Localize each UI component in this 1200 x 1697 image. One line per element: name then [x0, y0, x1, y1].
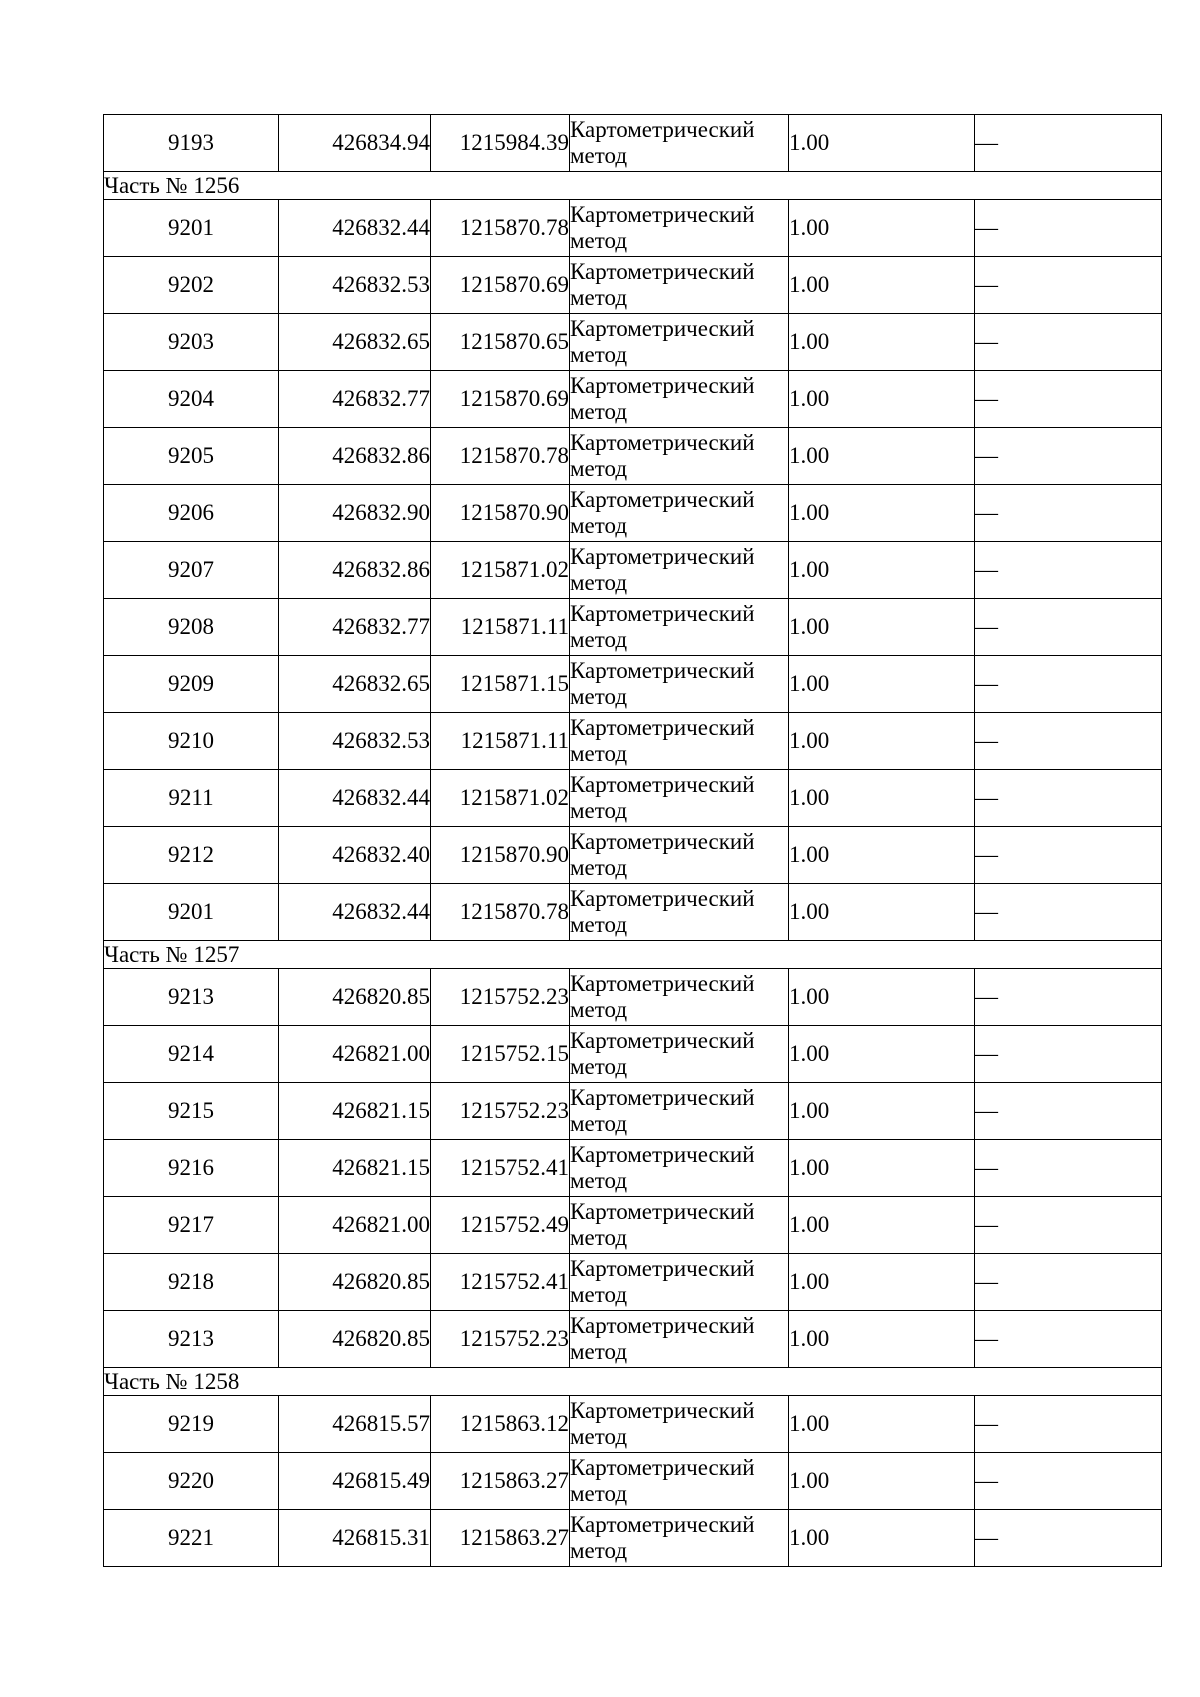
description-cell	[975, 257, 1162, 314]
method-line-2: метод	[570, 1225, 628, 1250]
x-coordinate-cell: 426832.77	[279, 599, 431, 656]
method-line-2: метод	[570, 627, 628, 652]
accuracy-cell: 1.00	[789, 1311, 975, 1368]
y-coordinate-cell: 1215863.27	[431, 1510, 570, 1567]
accuracy-cell: 1.00	[789, 257, 975, 314]
point-number-cell: 9213	[104, 1311, 279, 1368]
accuracy-cell: 1.00	[789, 969, 975, 1026]
method-line-2: метод	[570, 1054, 628, 1079]
method-line-2: метод	[570, 1168, 628, 1193]
method-line-2: метод	[570, 513, 628, 538]
method-line-1: Картометрический	[570, 772, 755, 797]
method-cell	[570, 1197, 789, 1254]
x-coordinate-cell: 426832.90	[279, 485, 431, 542]
description-cell	[975, 1453, 1162, 1510]
method-cell	[570, 115, 789, 172]
method-cell	[570, 314, 789, 371]
table-row	[104, 656, 1162, 713]
point-number-cell: 9212	[104, 827, 279, 884]
description-cell	[975, 314, 1162, 371]
section-label: Часть № 1258	[104, 1368, 1162, 1396]
point-number-cell: 9204	[104, 371, 279, 428]
method-line-1: Картометрический	[570, 1085, 755, 1110]
method-line-1: Картометрический	[570, 658, 755, 683]
method-line-1: Картометрический	[570, 430, 755, 455]
method-line-1: Картометрический	[570, 1455, 755, 1480]
accuracy-cell: 1.00	[789, 656, 975, 713]
y-coordinate-cell: 1215752.41	[431, 1140, 570, 1197]
accuracy-cell: 1.00	[789, 200, 975, 257]
table-row	[104, 1453, 1162, 1510]
method-line-1: Картометрический	[570, 886, 755, 911]
method-line-1: Картометрический	[570, 316, 755, 341]
description-dash: —	[975, 671, 998, 696]
accuracy-cell: 1.00	[789, 485, 975, 542]
y-coordinate-cell: 1215870.90	[431, 485, 570, 542]
table-row	[104, 1083, 1162, 1140]
description-dash: —	[975, 614, 998, 639]
x-coordinate-cell: 426832.86	[279, 542, 431, 599]
point-number-cell: 9205	[104, 428, 279, 485]
method-line-2: метод	[570, 456, 628, 481]
method-line-1: Картометрический	[570, 487, 755, 512]
description-cell	[975, 656, 1162, 713]
method-line-2: метод	[570, 285, 628, 310]
description-cell	[975, 599, 1162, 656]
x-coordinate-cell: 426815.57	[279, 1396, 431, 1453]
method-cell	[570, 969, 789, 1026]
table-row	[104, 542, 1162, 599]
x-coordinate-cell: 426821.00	[279, 1026, 431, 1083]
method-line-1: Картометрический	[570, 373, 755, 398]
x-coordinate-cell: 426832.65	[279, 314, 431, 371]
description-dash: —	[975, 1212, 998, 1237]
x-coordinate-cell: 426832.44	[279, 200, 431, 257]
point-number-cell: 9217	[104, 1197, 279, 1254]
point-number-cell: 9193	[104, 115, 279, 172]
point-number-cell: 9220	[104, 1453, 279, 1510]
method-line-2: метод	[570, 1111, 628, 1136]
description-dash: —	[975, 728, 998, 753]
y-coordinate-cell: 1215870.69	[431, 371, 570, 428]
table-row	[104, 314, 1162, 371]
y-coordinate-cell: 1215752.23	[431, 969, 570, 1026]
method-line-2: метод	[570, 570, 628, 595]
section-header-row	[104, 1368, 1162, 1396]
point-number-cell: 9206	[104, 485, 279, 542]
method-line-1: Картометрический	[570, 1313, 755, 1338]
method-line-1: Картометрический	[570, 544, 755, 569]
y-coordinate-cell: 1215871.11	[431, 599, 570, 656]
accuracy-cell: 1.00	[789, 770, 975, 827]
y-coordinate-cell: 1215752.15	[431, 1026, 570, 1083]
x-coordinate-cell: 426821.15	[279, 1083, 431, 1140]
coordinates-table-body	[104, 115, 1162, 1567]
accuracy-cell: 1.00	[789, 1254, 975, 1311]
description-dash: —	[975, 842, 998, 867]
point-number-cell: 9203	[104, 314, 279, 371]
table-row	[104, 827, 1162, 884]
description-cell	[975, 371, 1162, 428]
description-dash: —	[975, 1041, 998, 1066]
description-cell	[975, 1197, 1162, 1254]
table-row	[104, 1254, 1162, 1311]
x-coordinate-cell: 426834.94	[279, 115, 431, 172]
y-coordinate-cell: 1215871.11	[431, 713, 570, 770]
y-coordinate-cell: 1215871.02	[431, 770, 570, 827]
point-number-cell: 9216	[104, 1140, 279, 1197]
accuracy-cell: 1.00	[789, 1510, 975, 1567]
table-row	[104, 428, 1162, 485]
method-line-2: метод	[570, 1481, 628, 1506]
section-header-row	[104, 172, 1162, 200]
description-dash: —	[975, 443, 998, 468]
y-coordinate-cell: 1215752.49	[431, 1197, 570, 1254]
method-line-1: Картометрический	[570, 117, 755, 142]
description-cell	[975, 428, 1162, 485]
x-coordinate-cell: 426832.77	[279, 371, 431, 428]
method-line-2: метод	[570, 342, 628, 367]
method-cell	[570, 1083, 789, 1140]
description-dash: —	[975, 500, 998, 525]
x-coordinate-cell: 426820.85	[279, 969, 431, 1026]
y-coordinate-cell: 1215752.41	[431, 1254, 570, 1311]
method-cell	[570, 371, 789, 428]
method-cell	[570, 542, 789, 599]
y-coordinate-cell: 1215871.15	[431, 656, 570, 713]
description-cell	[975, 1311, 1162, 1368]
accuracy-cell: 1.00	[789, 884, 975, 941]
method-cell	[570, 1311, 789, 1368]
method-line-2: метод	[570, 855, 628, 880]
table-row	[104, 1311, 1162, 1368]
method-line-2: метод	[570, 1339, 628, 1364]
description-dash: —	[975, 1269, 998, 1294]
y-coordinate-cell: 1215863.27	[431, 1453, 570, 1510]
y-coordinate-cell: 1215870.78	[431, 884, 570, 941]
description-dash: —	[975, 785, 998, 810]
accuracy-cell: 1.00	[789, 599, 975, 656]
description-cell	[975, 884, 1162, 941]
accuracy-cell: 1.00	[789, 1396, 975, 1453]
table-row	[104, 1396, 1162, 1453]
accuracy-cell: 1.00	[789, 542, 975, 599]
accuracy-cell: 1.00	[789, 314, 975, 371]
y-coordinate-cell: 1215984.39	[431, 115, 570, 172]
point-number-cell: 9201	[104, 884, 279, 941]
y-coordinate-cell: 1215870.78	[431, 200, 570, 257]
description-cell	[975, 485, 1162, 542]
method-line-1: Картометрический	[570, 259, 755, 284]
description-dash: —	[975, 1326, 998, 1351]
method-line-1: Картометрический	[570, 601, 755, 626]
table-row	[104, 371, 1162, 428]
table-row	[104, 115, 1162, 172]
y-coordinate-cell: 1215752.23	[431, 1311, 570, 1368]
method-cell	[570, 827, 789, 884]
point-number-cell: 9210	[104, 713, 279, 770]
method-line-2: метод	[570, 997, 628, 1022]
point-number-cell: 9202	[104, 257, 279, 314]
point-number-cell: 9218	[104, 1254, 279, 1311]
table-row	[104, 257, 1162, 314]
point-number-cell: 9201	[104, 200, 279, 257]
method-line-2: метод	[570, 1282, 628, 1307]
y-coordinate-cell: 1215870.78	[431, 428, 570, 485]
x-coordinate-cell: 426821.00	[279, 1197, 431, 1254]
description-cell	[975, 770, 1162, 827]
method-cell	[570, 1510, 789, 1567]
table-row	[104, 713, 1162, 770]
table-row	[104, 485, 1162, 542]
description-dash: —	[975, 984, 998, 1009]
section-label: Часть № 1256	[104, 172, 1162, 200]
y-coordinate-cell: 1215871.02	[431, 542, 570, 599]
description-cell	[975, 1510, 1162, 1567]
section-label: Часть № 1257	[104, 941, 1162, 969]
accuracy-cell: 1.00	[789, 1140, 975, 1197]
x-coordinate-cell: 426832.86	[279, 428, 431, 485]
accuracy-cell: 1.00	[789, 115, 975, 172]
method-line-1: Картометрический	[570, 1142, 755, 1167]
method-line-2: метод	[570, 798, 628, 823]
method-cell	[570, 656, 789, 713]
description-cell	[975, 200, 1162, 257]
method-line-2: метод	[570, 912, 628, 937]
table-row	[104, 1197, 1162, 1254]
method-line-2: метод	[570, 1424, 628, 1449]
method-cell	[570, 257, 789, 314]
table-row	[104, 884, 1162, 941]
x-coordinate-cell: 426832.53	[279, 713, 431, 770]
method-line-1: Картометрический	[570, 1256, 755, 1281]
method-cell	[570, 713, 789, 770]
table-row	[104, 1026, 1162, 1083]
accuracy-cell: 1.00	[789, 428, 975, 485]
method-line-1: Картометрический	[570, 829, 755, 854]
method-line-2: метод	[570, 1538, 628, 1563]
method-line-1: Картометрический	[570, 202, 755, 227]
y-coordinate-cell: 1215863.12	[431, 1396, 570, 1453]
description-dash: —	[975, 1525, 998, 1550]
description-cell	[975, 1026, 1162, 1083]
point-number-cell: 9208	[104, 599, 279, 656]
description-cell	[975, 713, 1162, 770]
method-cell	[570, 428, 789, 485]
accuracy-cell: 1.00	[789, 1026, 975, 1083]
point-number-cell: 9221	[104, 1510, 279, 1567]
description-cell	[975, 115, 1162, 172]
method-line-2: метод	[570, 228, 628, 253]
method-line-2: метод	[570, 143, 628, 168]
description-cell	[975, 542, 1162, 599]
accuracy-cell: 1.00	[789, 1083, 975, 1140]
table-row	[104, 770, 1162, 827]
description-cell	[975, 1396, 1162, 1453]
accuracy-cell: 1.00	[789, 1453, 975, 1510]
description-dash: —	[975, 272, 998, 297]
method-line-1: Картометрический	[570, 715, 755, 740]
method-cell	[570, 1254, 789, 1311]
y-coordinate-cell: 1215752.23	[431, 1083, 570, 1140]
method-line-1: Картометрический	[570, 1028, 755, 1053]
section-header-row	[104, 941, 1162, 969]
table-row	[104, 1140, 1162, 1197]
point-number-cell: 9219	[104, 1396, 279, 1453]
x-coordinate-cell: 426820.85	[279, 1311, 431, 1368]
description-cell	[975, 969, 1162, 1026]
method-line-2: метод	[570, 741, 628, 766]
table-row	[104, 200, 1162, 257]
method-cell	[570, 770, 789, 827]
description-dash: —	[975, 329, 998, 354]
description-dash: —	[975, 1411, 998, 1436]
y-coordinate-cell: 1215870.65	[431, 314, 570, 371]
accuracy-cell: 1.00	[789, 1197, 975, 1254]
coordinates-table	[103, 114, 1162, 1567]
table-row	[104, 969, 1162, 1026]
accuracy-cell: 1.00	[789, 713, 975, 770]
y-coordinate-cell: 1215870.90	[431, 827, 570, 884]
method-cell	[570, 1453, 789, 1510]
accuracy-cell: 1.00	[789, 371, 975, 428]
description-dash: —	[975, 557, 998, 582]
description-dash: —	[975, 1155, 998, 1180]
x-coordinate-cell: 426832.53	[279, 257, 431, 314]
point-number-cell: 9213	[104, 969, 279, 1026]
method-cell	[570, 200, 789, 257]
description-dash: —	[975, 1098, 998, 1123]
description-dash: —	[975, 130, 998, 155]
point-number-cell: 9211	[104, 770, 279, 827]
accuracy-cell: 1.00	[789, 827, 975, 884]
x-coordinate-cell: 426820.85	[279, 1254, 431, 1311]
method-cell	[570, 884, 789, 941]
method-cell	[570, 1140, 789, 1197]
x-coordinate-cell: 426832.44	[279, 884, 431, 941]
method-cell	[570, 485, 789, 542]
y-coordinate-cell: 1215870.69	[431, 257, 570, 314]
x-coordinate-cell: 426832.65	[279, 656, 431, 713]
method-cell	[570, 599, 789, 656]
x-coordinate-cell: 426815.49	[279, 1453, 431, 1510]
description-cell	[975, 1140, 1162, 1197]
method-cell	[570, 1026, 789, 1083]
method-line-2: метод	[570, 684, 628, 709]
method-line-1: Картометрический	[570, 1199, 755, 1224]
description-dash: —	[975, 1468, 998, 1493]
table-row	[104, 599, 1162, 656]
method-line-1: Картометрический	[570, 1512, 755, 1537]
point-number-cell: 9209	[104, 656, 279, 713]
description-cell	[975, 1083, 1162, 1140]
description-dash: —	[975, 215, 998, 240]
x-coordinate-cell: 426832.44	[279, 770, 431, 827]
method-line-2: метод	[570, 399, 628, 424]
description-cell	[975, 827, 1162, 884]
point-number-cell: 9214	[104, 1026, 279, 1083]
table-row	[104, 1510, 1162, 1567]
method-line-1: Картометрический	[570, 971, 755, 996]
point-number-cell: 9207	[104, 542, 279, 599]
method-line-1: Картометрический	[570, 1398, 755, 1423]
description-dash: —	[975, 899, 998, 924]
x-coordinate-cell: 426832.40	[279, 827, 431, 884]
point-number-cell: 9215	[104, 1083, 279, 1140]
description-cell	[975, 1254, 1162, 1311]
x-coordinate-cell: 426815.31	[279, 1510, 431, 1567]
method-cell	[570, 1396, 789, 1453]
x-coordinate-cell: 426821.15	[279, 1140, 431, 1197]
description-dash: —	[975, 386, 998, 411]
